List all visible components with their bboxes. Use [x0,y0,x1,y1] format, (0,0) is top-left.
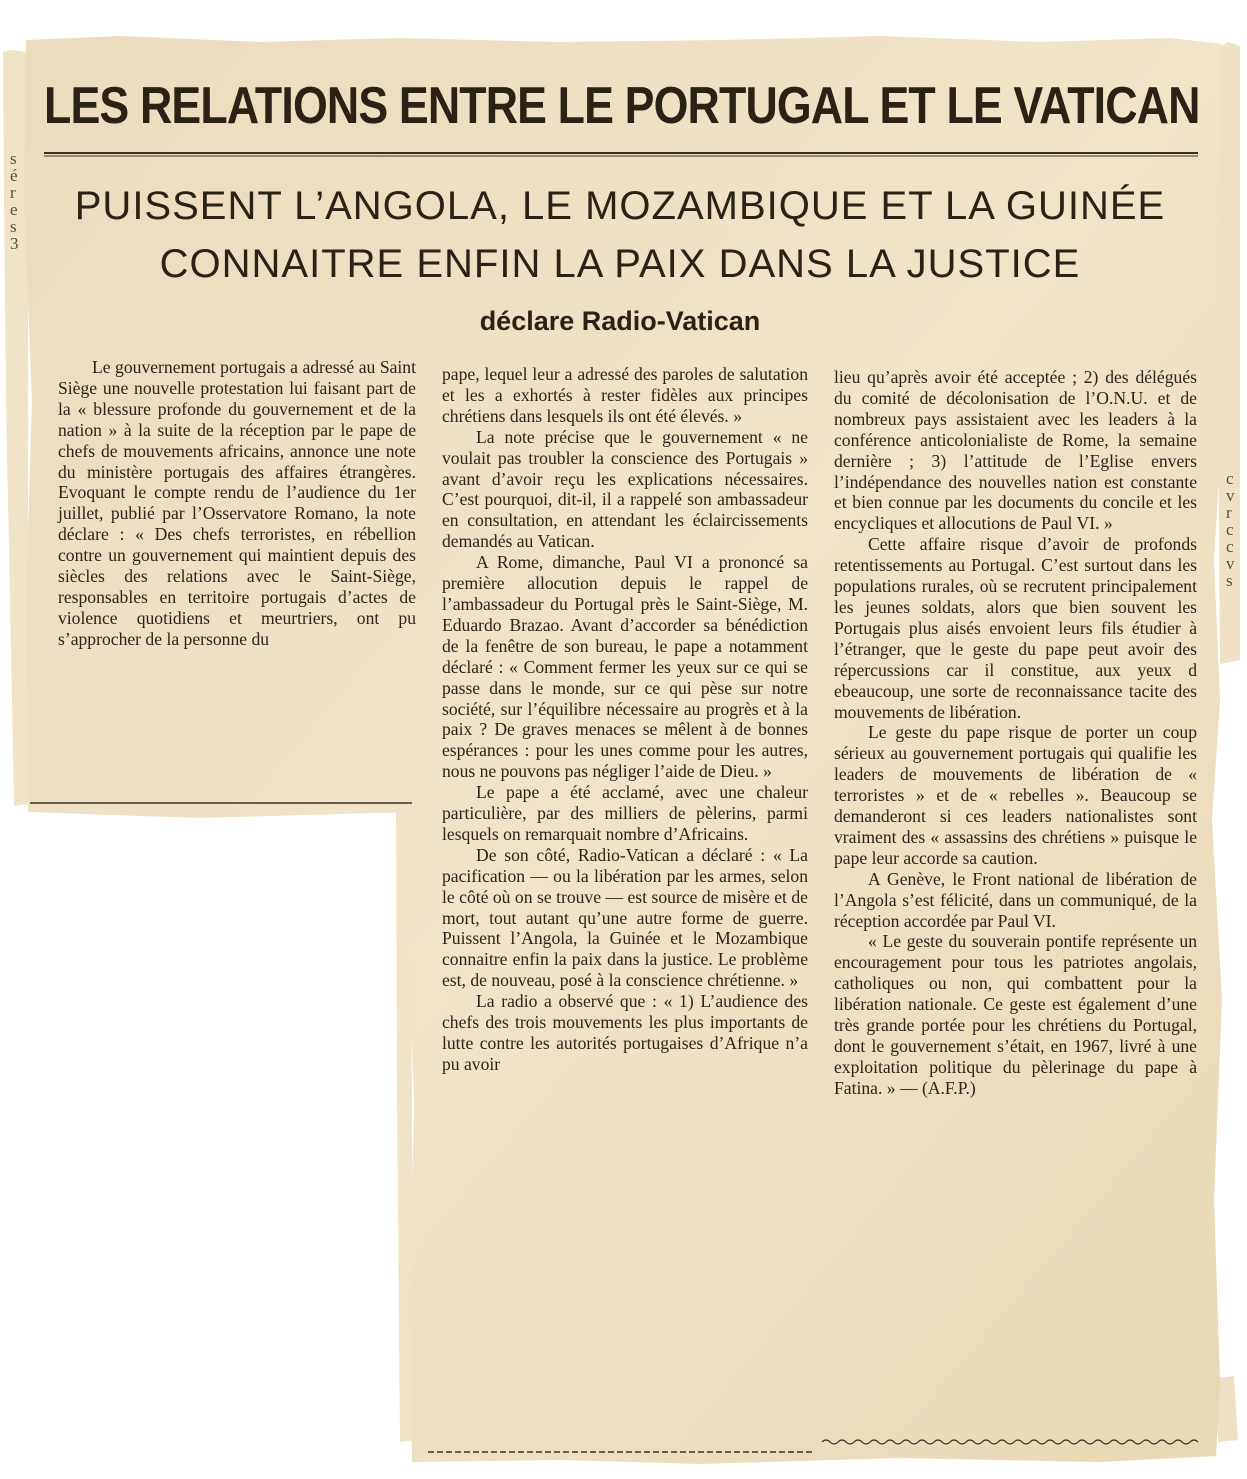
column-2 [442,364,808,1075]
right-edge-fragment: c v r c c v s [1226,469,1235,590]
left-edge-fragment: s é r e s 3 [10,149,19,253]
subheadline-line-2: CONNAITRE ENFIN LA PAIX DANS LA JUSTICE [159,242,1081,286]
column-1-paragraph: Le gouvernement portugais a adressé au Saint Siège une nouvelle protestation lui faisant part de la « blessure profonde du gouvernement et de la nation » à la suite de la réception par le pape de chefs de mouvements africains, annonce une note du ministère portugais des affaires étrangères. Evoquant le compte rendu de l’audience du 1er juillet, publié par l’Osservatore Romano, la note déclare : « Des chefs terroristes, en rébellion contre un gouvernement qui maintient depuis des siècles des relations avec le Saint-Siège, responsables en territoire portugais d’actes de violence quotidiens et meurtriers, ont pu s’approcher de la personne du [58,357,416,649]
column-3-paragraph-2: Cette affaire risque d’avoir de profonds retentissements au Portugal. C’est surtout dans les populations rurales, où se recrutent principalement les jeunes soldats, alors que bien souvent les Portugais plus aisés envoient leurs fils étudier à l’étranger, que le geste du pape peut avoir des répercussions car il constitue, aux yeux d ebeaucoup, une sorte de reconnaissance tacite des mouvements de libération. [834,534,1197,722]
column-2-paragraph-6: La radio a observé que : « 1) L’audience des chefs des trois mouvements les plus importants de lutte contre les autorités portugaises d’Afrique n’a pu avoir [442,991,808,1074]
column-3-paragraph-1: lieu qu’après avoir été acceptée ; 2) des délégués du comité de décolonisation de l’O.N.U. et de nombreux pays assistaient avec les leaders à la conférence anticolonialiste de Rome, la semaine dernière ; 3) l’attitude de l’Eglise envers l’indépendance des nouvelles nation est constante et bien connue par les documents du concile et les encycliques et allocutions de Paul VI. » [834,367,1197,534]
column-1 [58,357,416,650]
column-2-paragraph-5: De son côté, Radio-Vatican a déclaré : « La pacification — ou la libération par les armes, selon le côté où on se trouve — est source de misère et de mort, tout autant qu’une autre forme de guerre. Puissent l’Angola, la Guinée et le Mozambique connaitre enfin la paix dans la justice. Le problème est, de nouveau, posé à la conscience chrétienne. » [442,844,808,991]
column-3 [834,367,1197,1099]
column-3-paragraph-4: A Genève, le Front national de libération de l’Angola s’est félicité, dans un communiqué, de la réception accordée par Paul VI. [834,868,1197,931]
column-2-paragraph-2: La note précise que le gouvernement « ne voulait pas troubler la conscience des Portugais » avant d’avoir reçu les explications nécessaires. C’est pourquoi, dit-il, il a rappelé son ambassadeur en consultation, en attendant les éclaircissements demandés au Vatican. [442,426,808,552]
column-2-paragraph-1: pape, lequel leur a adressé des paroles de salutation et les a exhortés à rester fidèles aux principes chrétiens dans lesquels ils ont été élevés. » [442,364,808,426]
column-3-paragraph-5: « Le geste du souverain pontife représente un encouragement pour tous les patriotes angolais, catholiques ou non, qui combattent pour la libération nationale. Ce geste est également d’une très grande portée pour les chrétiens du Portugal, dont le gouvernement s’était, en 1967, livré à une exploitation politique du pèlerinage du pape à Fatina. » — (A.F.P.) [834,931,1197,1098]
column-2-paragraph-3: A Rome, dimanche, Paul VI a prononcé sa première allocution depuis le rappel de l’ambassadeur du Portugal près le Saint-Siège, M. Eduardo Brazao. Avant d’accorder sa bénédiction de la fenêtre de son bureau, le pape a notamment déclaré : « Comment fermer les yeux sur ce qui se passe dans le monde, sur ce qui pèse sur notre société, sur l’équilibre nécessaire au progrès et à la paix ? De graves menaces se mêlent à de bonnes espérances : pour les unes comme pour les autres, nous ne pouvons pas négliger l’aide de Dieu. » [442,552,808,782]
column-3-paragraph-3: Le geste du pape risque de porter un coup sérieux au gouvernement portugais qui qualifie les leaders de mouvements de libération de « terroristes » et de « rebelles ». Beaucoup se demanderont si ces leaders nationalistes sont vraiment des « assassins des chrétiens » puisque le pape leur accorde sa caution. [834,722,1197,868]
headline: LES RELATIONS ENTRE LE PORTUGAL ET LE VATICAN [44,77,1200,135]
subheadline-line-1: PUISSENT L’ANGOLA, LE MOZAMBIQUE ET LA GUINÉE [74,184,1166,228]
column-2-paragraph-4: Le pape a été acclamé, avec une chaleur particulière, par des milliers de pèlerins, parmi lesquels on remarquait nombre d’Africains. [442,782,808,844]
byline: déclare Radio-Vatican [479,306,761,336]
